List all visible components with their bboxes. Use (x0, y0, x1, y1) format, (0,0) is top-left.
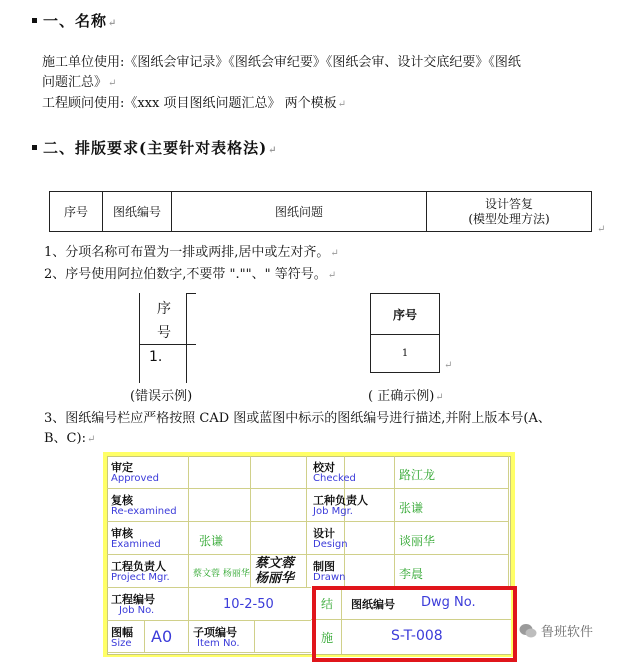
watermark: 鲁班软件 (519, 621, 593, 640)
section1-line1: 施工单位使用:《图纸会审记录》《图纸会审纪要》《图纸会审、设计交底纪要》《图纸 (42, 55, 521, 70)
dwg-no-en-label: Dwg No. (421, 595, 476, 610)
bullet-icon (32, 145, 37, 150)
cell-checked: 校对 Checked (309, 456, 395, 489)
right-example-caption: ( 正确示例)↵ (368, 389, 444, 404)
rule2: 2、序号使用阿拉伯数字,不要带 ".""、" 等符号。↵ (44, 267, 337, 282)
cell-project-mgr: 工程负责人 Project Mgr. (107, 555, 189, 588)
section1-body (42, 53, 617, 115)
cell-design: 设计 Design (309, 522, 395, 555)
signature-cell (251, 555, 307, 588)
wrong-example-header: 序 号 (157, 301, 171, 341)
drawn-value: 李晨 (399, 567, 424, 581)
cell-item-no: 子项编号 Item No. (189, 621, 255, 653)
dwg-no-value: S-T-008 (391, 628, 443, 644)
size-value: A0 (151, 627, 173, 646)
cell-size: 图幅 Size (107, 621, 145, 653)
section1-title: 一、名称↵ (32, 10, 117, 31)
header-cell-problem: 图纸问题 (172, 192, 427, 232)
stage-bottom: 施 (321, 631, 334, 645)
header-cell-seq: 序号 (50, 192, 103, 232)
rule1: 1、分项名称可布置为一排或两排,居中或左对齐。↵ (44, 245, 339, 260)
cell-job-mgr: 工种负责人 Job Mgr. (309, 489, 395, 522)
cell-reexamined: 复核 Re-examined (107, 489, 189, 522)
right-example-header: 序号 (392, 308, 417, 322)
highlight-box (312, 586, 517, 662)
section1-line2: 问题汇总》↵ (42, 75, 117, 90)
section1-line3: 工程顾问使用:《xxx 项目图纸问题汇总》 两个模板↵ (42, 96, 347, 111)
design-value: 谈丽华 (399, 534, 436, 548)
cell-approved: 审定 Approved (107, 456, 189, 489)
project-mgr-value: 蔡文蓉 杨丽华 (193, 569, 250, 579)
bullet-icon (32, 18, 37, 23)
dwg-no-label: 图纸编号 (351, 598, 395, 611)
wrong-example-caption: (错误示例) (130, 389, 193, 404)
wrong-example-value: 1. (149, 349, 163, 365)
handwritten-signature: 蔡文蓉 杨丽华 (255, 556, 295, 586)
right-example-value: 1 (401, 348, 409, 359)
rule3: 3、图纸编号栏应严格按照 CAD 图或蓝图中标示的图纸编号进行描述,并附上版本号(A、 B、C):↵ (44, 411, 551, 446)
header-cell-reply: 设计答复 (模型处理方法) (427, 192, 592, 232)
right-example-table (370, 293, 440, 373)
cell-drawn: 制图 Drawn (309, 555, 395, 588)
job-no-value: 10-2-50 (223, 597, 274, 612)
cell-examined: 审核 Examined (107, 522, 189, 555)
examined-value: 张谦 (199, 534, 224, 548)
cell-job-no: 工程编号 Job No. (107, 588, 189, 621)
checked-value: 路江龙 (399, 468, 436, 482)
job-mgr-value: 张谦 (399, 501, 424, 515)
header-table (49, 191, 592, 232)
chat-bubble-icon (519, 623, 537, 639)
stage-top: 结 (321, 597, 334, 611)
wrong-example-table (139, 293, 196, 383)
section2-title: 二、排版要求(主要针对表格法)↵ (32, 137, 278, 158)
header-cell-dwgno: 图纸编号 (103, 192, 172, 232)
